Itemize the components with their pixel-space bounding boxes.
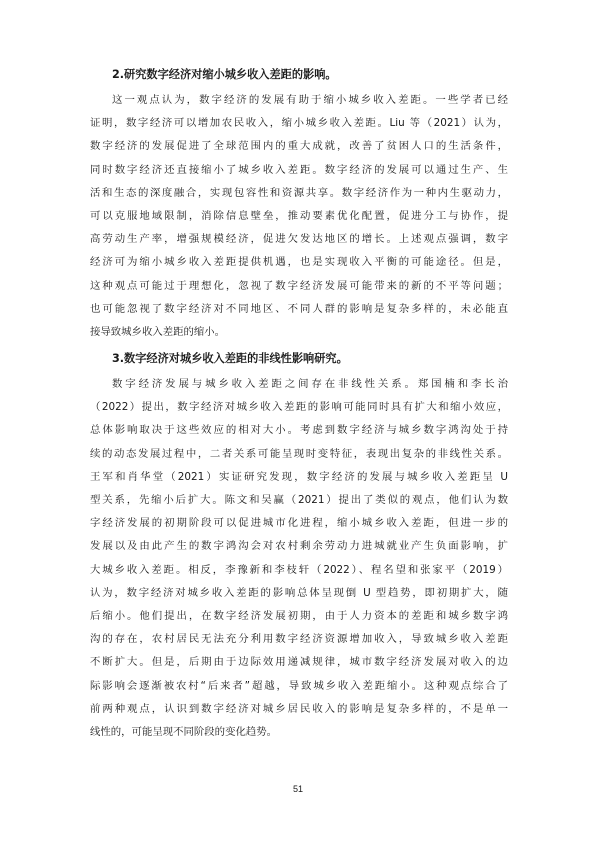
text-line: 后缩小。他们提出，在数字经济发展初期，由于人力资本的差距和城乡数字鸿 [90,609,508,622]
section-heading: 2.研究数字经济对缩小城乡收入差距的影响。 [112,68,337,81]
text-line: 型关系，先缩小后扩大。陈文和吴赢（2021）提出了类似的观点，他们认为数 [90,494,508,506]
text-line: 沟的存在，农村居民无法充分利用数字经济资源增加收入，导致城乡收入差距 [90,633,508,646]
text-line: 线性的，可能呈现不同阶段的变化趋势。 [90,725,278,738]
text-line: 也可能忽视了数字经济对不同地区、不同人群的影响是复杂多样的，未必能直 [90,302,508,315]
text-line: （2022）提出，数字经济对城乡收入差距的影响可能同时具有扩大和缩小效应， [90,401,508,414]
text-line: 接导致城乡收入差距的缩小。 [90,325,226,338]
text-line: 发展以及由此产生的数字鸿沟会对农村剩余劳动力进城就业产生负面影响，扩 [90,540,508,553]
text-line: 这种观点可能过于理想化，忽视了数字经济发展可能带来的新的不平等问题； [90,279,508,292]
text-line: 际影响会逐渐被农村“后来者”超越，导致城乡收入差距缩小。这种观点综合了 [90,679,508,692]
section-nonlinear-impact [90,348,508,744]
text-line: 数字经济发展与城乡收入差距之间存在非线性关系。郑国楠和李长治 [112,378,508,391]
text-line: 不断扩大。但是，后期由于边际效用递减规律，城市数字经济发展对收入的边 [90,656,508,669]
text-line: 可以克服地域限制，消除信息壁垒，推动要素优化配置，促进分工与协作，提 [90,209,508,222]
text-line: 字经济发展的初期阶段可以促进城市化进程，缩小城乡收入差距，但进一步的 [90,517,508,530]
text-line: 总体影响取决于这些效应的相对大小。考虑到数字经济与城乡数字鸿沟处于持 [90,424,508,437]
page-body [90,64,508,748]
text-line: 前两种观点，认识到数字经济对城乡居民收入的影响是复杂多样的，不是单一 [90,702,508,715]
section-digital-economy-narrowing-gap [90,64,508,344]
text-line: 大城乡收入差距。相反，李豫新和李枝轩（2022）、程名望和张家平（2019） [90,563,508,576]
paragraph [90,373,508,744]
text-line: 经济可为缩小城乡收入差距提供机遇，也是实现收入平衡的可能途径。但是， [90,256,508,269]
text-line: 高劳动生产率，增强规模经济，促进欠发达地区的增长。上述观点强调，数字 [90,233,508,246]
text-line: 认为，数字经济对城乡收入差距的影响总体呈现倒 U 型趋势，即初期扩大，随 [90,586,508,599]
text-line: 王军和肖华堂（2021）实证研究发现，数字经济的发展与城乡收入差距呈 U [90,470,508,483]
text-line: 同时数字经济还直接缩小了城乡收入差距。数字经济的发展可以通过生产、生 [90,163,508,176]
section-heading: 3.数字经济对城乡收入差距的非线性影响研究。 [112,352,348,366]
text-line: 续的动态发展过程中，二者关系可能呈现时变特征，表现出复杂的非线性关系。 [90,447,508,460]
text-line: 证明，数字经济可以增加农民收入，缩小城乡收入差距。Liu 等（2021）认为， [90,117,508,130]
page-number: 51 [292,784,303,794]
text-line: 这一观点认为，数字经济的发展有助于缩小城乡收入差距。一些学者已经 [112,94,508,106]
text-line: 数字经济的发展促进了全球范围内的重大成就，改善了贫困人口的生活条件， [90,140,508,153]
text-line: 活和生态的深度融合，实现包容性和资源共享。数字经济作为一种内生驱动力， [90,186,508,199]
paragraph [90,89,508,344]
